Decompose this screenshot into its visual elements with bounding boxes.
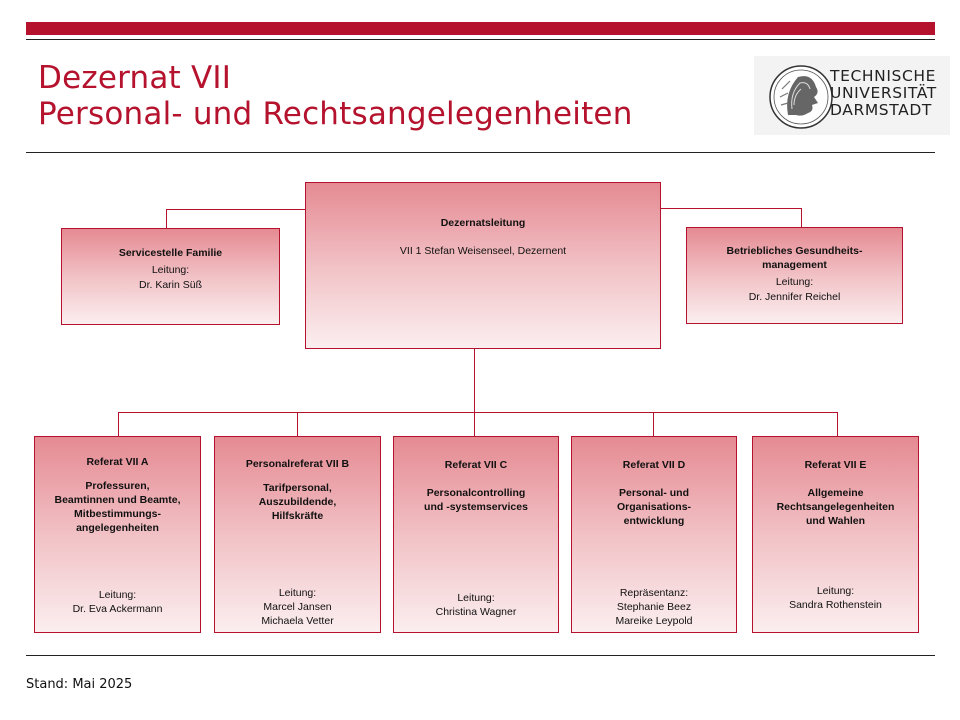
referat-c-description: [394, 486, 558, 514]
dezernatsleitung-heading: Dezernatsleitung: [440, 217, 526, 229]
referat-b-lead-name-2: Michaela Vetter: [261, 615, 334, 627]
referat-a-heading: Referat VII A: [86, 456, 149, 468]
referat-b-desc-line: Hilfskräfte: [271, 510, 324, 522]
referat-b-description: [215, 481, 380, 523]
gesundheit-lead-label: Leitung:: [775, 276, 814, 288]
dezernatsleitung-box: [305, 182, 661, 349]
referat-b-lead-name-1: Marcel Jansen: [263, 601, 332, 613]
connector-drop-a: [118, 412, 119, 437]
connector-trunk: [474, 348, 475, 437]
referat-c-lead-label: Leitung:: [457, 592, 495, 604]
title-line-1: Dezernat VII: [38, 60, 232, 96]
referat-d-lead-label: Repräsentanz:: [619, 587, 689, 599]
referat-d-lead-name-1: Stephanie Beez: [616, 601, 692, 613]
referat-a-desc-line: Mitbestimmungs-: [74, 508, 161, 520]
referat-c-heading: Referat VII C: [444, 459, 508, 471]
referat-e-lead-name: Sandra Rothenstein: [789, 599, 882, 611]
referat-d-desc-line: Organisations-: [616, 501, 692, 513]
referat-c-desc-line: und -systemservices: [424, 501, 528, 513]
referat-a-description: [35, 479, 200, 535]
referat-vii-d-box: [571, 436, 737, 633]
referat-e-desc-line: und Wahlen: [805, 515, 866, 527]
referat-e-description: [753, 486, 918, 528]
connector-drop-d: [653, 412, 654, 437]
referat-a-desc-line: Beamtinnen und Beamte,: [54, 494, 181, 506]
familie-lead-name: Dr. Karin Süß: [138, 279, 203, 291]
referat-vii-a-box: [34, 436, 201, 633]
referat-e-desc-line: Rechtsangelegenheiten: [776, 501, 895, 513]
referat-d-lead-name-2: Mareike Leypold: [615, 615, 693, 627]
referat-e-lead-label: Leitung:: [816, 585, 855, 597]
referat-e-heading: Referat VII E: [804, 459, 867, 471]
logo-line-2: UNIVERSITÄT: [830, 84, 937, 102]
familie-lead-label: Leitung:: [151, 264, 190, 276]
referat-d-desc-line: Personal- und: [618, 487, 689, 499]
page-title: [38, 60, 633, 132]
university-logo: [754, 56, 950, 135]
gesundheit-heading-line-2: management: [762, 259, 827, 271]
connector-drop-e: [837, 412, 838, 437]
dezernatsleitung-name: VII 1 Stefan Weisenseel, Dezernent: [399, 245, 567, 257]
referat-a-desc-line: angelegenheiten: [76, 522, 159, 534]
referat-vii-e-box: [752, 436, 919, 633]
referat-d-description: [572, 486, 736, 528]
referat-e-desc-line: Allgemeine: [807, 487, 864, 499]
referat-b-heading: Personalreferat VII B: [245, 458, 350, 470]
connector-bus: [118, 412, 838, 413]
logo-line-1: TECHNISCHE: [830, 67, 937, 85]
content-bottom-rule: [26, 655, 935, 656]
connector-right-vertical: [801, 208, 802, 228]
referat-c-lead-name: Christina Wagner: [435, 606, 517, 618]
gesundheit-lead-name: Dr. Jennifer Reichel: [748, 291, 841, 303]
referat-a-lead-name: Dr. Eva Ackermann: [72, 603, 163, 615]
header-accent-bar: [26, 22, 935, 35]
referat-d-heading: Referat VII D: [622, 459, 686, 471]
referat-a-desc-line: Professuren,: [85, 480, 150, 492]
header-rule: [26, 39, 935, 40]
tu-darmstadt-athene-logo-icon: [768, 63, 834, 131]
gesundheitsmanagement-box: [686, 227, 903, 324]
referat-b-desc-line: Auszubildende,: [258, 496, 337, 508]
referat-vii-c-box: [393, 436, 559, 633]
referat-b-desc-line: Tarifpersonal,: [263, 482, 332, 494]
referat-c-desc-line: Personalcontrolling: [426, 487, 526, 499]
connector-drop-b: [297, 412, 298, 437]
referat-d-desc-line: entwicklung: [623, 515, 685, 527]
logo-wordmark: [830, 68, 937, 119]
connector-left-horizontal: [166, 209, 306, 210]
logo-line-3: DARMSTADT: [830, 101, 932, 119]
gesundheit-heading-line-1: Betriebliches Gesundheits-: [726, 245, 863, 257]
connector-right-horizontal: [660, 208, 802, 209]
content-top-rule: [26, 152, 935, 153]
servicestelle-familie-box: [61, 228, 280, 325]
title-line-2: Personal- und Rechtsangelegenheiten: [38, 96, 633, 132]
referat-b-lead-label: Leitung:: [278, 587, 317, 599]
referat-vii-b-box: [214, 436, 381, 633]
referat-a-lead-label: Leitung:: [98, 589, 137, 601]
stand-date: Stand: Mai 2025: [26, 677, 133, 692]
familie-heading: Servicestelle Familie: [118, 247, 223, 259]
connector-left-vertical: [166, 209, 167, 229]
